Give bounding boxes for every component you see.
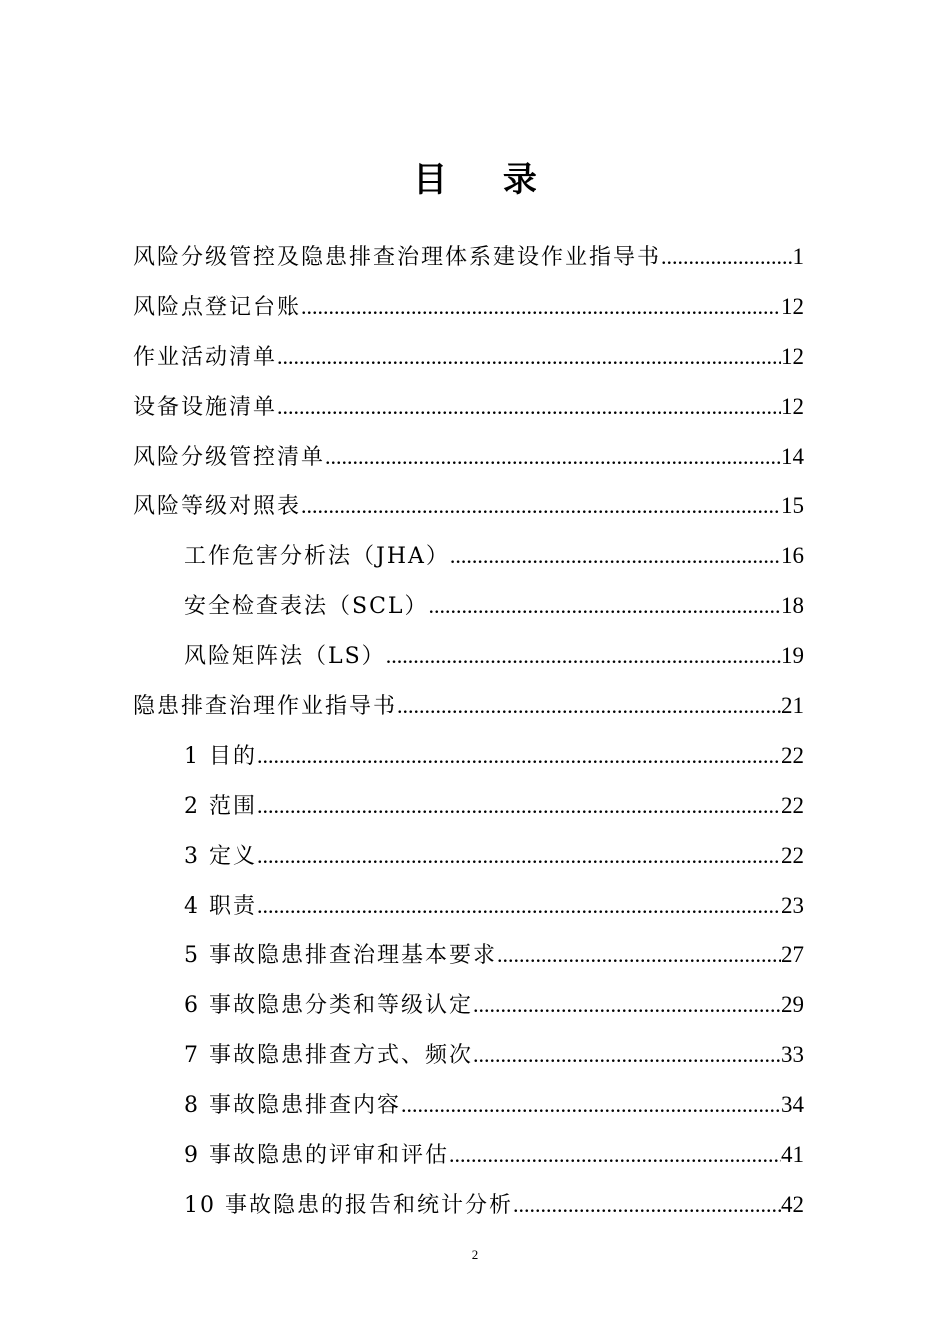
toc-entry-page: 18 — [781, 593, 804, 619]
toc-entry-label: 设备设施清单 — [133, 394, 278, 420]
toc-entry-label: 7 事故隐患排查方式、频次 — [184, 1043, 473, 1069]
toc-dot-leader — [397, 681, 781, 731]
toc-entry-page: 19 — [781, 643, 804, 669]
toc-entry[interactable] — [133, 681, 804, 731]
toc-entry[interactable] — [133, 332, 804, 382]
toc-entry[interactable] — [133, 631, 804, 681]
toc-entry-page: 22 — [781, 742, 804, 768]
toc-dot-leader — [301, 282, 781, 332]
toc-entry-label: 隐患排查治理作业指导书 — [133, 694, 398, 720]
toc-entry-page: 21 — [781, 693, 804, 719]
toc-dot-leader — [450, 531, 781, 581]
toc-entry-label: 安全检查表法（SCL） — [184, 594, 429, 620]
toc-entry-label: 5 事故隐患排查治理基本要求 — [184, 943, 497, 969]
toc-entry-label: 风险等级对照表 — [133, 494, 302, 520]
toc-dot-leader — [473, 980, 781, 1030]
toc-entry[interactable] — [133, 282, 804, 332]
toc-entry-page: 42 — [781, 1191, 804, 1217]
toc-entry-page: 23 — [781, 892, 804, 918]
toc-entry[interactable] — [133, 831, 804, 881]
toc-entry-label: 风险点登记台账 — [133, 294, 302, 320]
page-number: 2 — [471, 1247, 479, 1262]
toc-entry[interactable] — [133, 581, 804, 631]
toc-entry-label: 9 事故隐患的评审和评估 — [184, 1143, 449, 1169]
toc-entry-label: 8 事故隐患排查内容 — [184, 1093, 401, 1119]
toc-entry-page: 41 — [781, 1142, 804, 1168]
toc-entry[interactable] — [133, 1180, 804, 1230]
toc-dot-leader — [301, 481, 781, 531]
toc-entry-page: 12 — [781, 343, 804, 369]
toc-entry[interactable] — [133, 781, 804, 831]
toc-entry-label: 3 定义 — [184, 843, 257, 869]
table-of-contents — [133, 232, 804, 1230]
toc-dot-leader — [257, 831, 781, 881]
toc-entry-page: 12 — [781, 393, 804, 419]
toc-entry-page: 15 — [781, 493, 804, 519]
toc-entry[interactable] — [133, 432, 804, 482]
toc-dot-leader — [473, 1030, 781, 1080]
toc-entry-page: 22 — [781, 792, 804, 818]
toc-entry[interactable] — [133, 881, 804, 931]
toc-entry[interactable] — [133, 1130, 804, 1180]
toc-entry-label: 1 目的 — [184, 743, 257, 769]
toc-entry[interactable] — [133, 531, 804, 581]
toc-dot-leader — [401, 1080, 781, 1130]
toc-dot-leader — [449, 1130, 781, 1180]
toc-dot-leader — [513, 1180, 781, 1230]
toc-entry[interactable] — [133, 731, 804, 781]
toc-entry[interactable] — [133, 980, 804, 1030]
toc-entry[interactable] — [133, 1080, 804, 1130]
toc-entry-label: 2 范围 — [184, 793, 257, 819]
toc-dot-leader — [257, 731, 781, 781]
toc-entry[interactable] — [133, 382, 804, 432]
toc-entry-label: 风险矩阵法（LS） — [184, 644, 386, 670]
toc-entry-page: 22 — [781, 842, 804, 868]
toc-dot-leader — [325, 432, 781, 482]
toc-entry-label: 10 事故隐患的报告和统计分析 — [184, 1192, 513, 1218]
toc-entry-label: 风险分级管控及隐患排查治理体系建设作业指导书 — [133, 245, 662, 270]
toc-dot-leader — [257, 881, 781, 931]
toc-entry-label: 风险分级管控清单 — [133, 444, 326, 470]
toc-entry-page: 1 — [792, 244, 804, 269]
toc-entry-page: 12 — [781, 293, 804, 319]
toc-entry[interactable] — [133, 481, 804, 531]
toc-entry-page: 14 — [781, 443, 804, 469]
toc-entry-page: 29 — [781, 992, 804, 1018]
toc-entry[interactable] — [133, 1030, 804, 1080]
page-title: 目 录 — [413, 159, 559, 200]
toc-entry-page: 33 — [781, 1042, 804, 1068]
toc-dot-leader — [257, 781, 781, 831]
toc-entry[interactable] — [133, 232, 804, 282]
toc-dot-leader — [661, 232, 792, 282]
toc-dot-leader — [386, 631, 781, 681]
toc-entry[interactable] — [133, 930, 804, 980]
toc-entry-label: 6 事故隐患分类和等级认定 — [184, 993, 473, 1019]
toc-dot-leader — [429, 581, 781, 631]
toc-entry-page: 27 — [781, 942, 804, 968]
toc-entry-label: 4 职责 — [184, 893, 257, 919]
toc-entry-label: 作业活动清单 — [133, 344, 278, 370]
toc-entry-label: 工作危害分析法（JHA） — [184, 544, 450, 570]
toc-dot-leader — [277, 382, 781, 432]
toc-dot-leader — [277, 332, 781, 382]
toc-entry-page: 16 — [781, 543, 804, 569]
toc-dot-leader — [497, 930, 781, 980]
toc-entry-page: 34 — [781, 1092, 804, 1118]
